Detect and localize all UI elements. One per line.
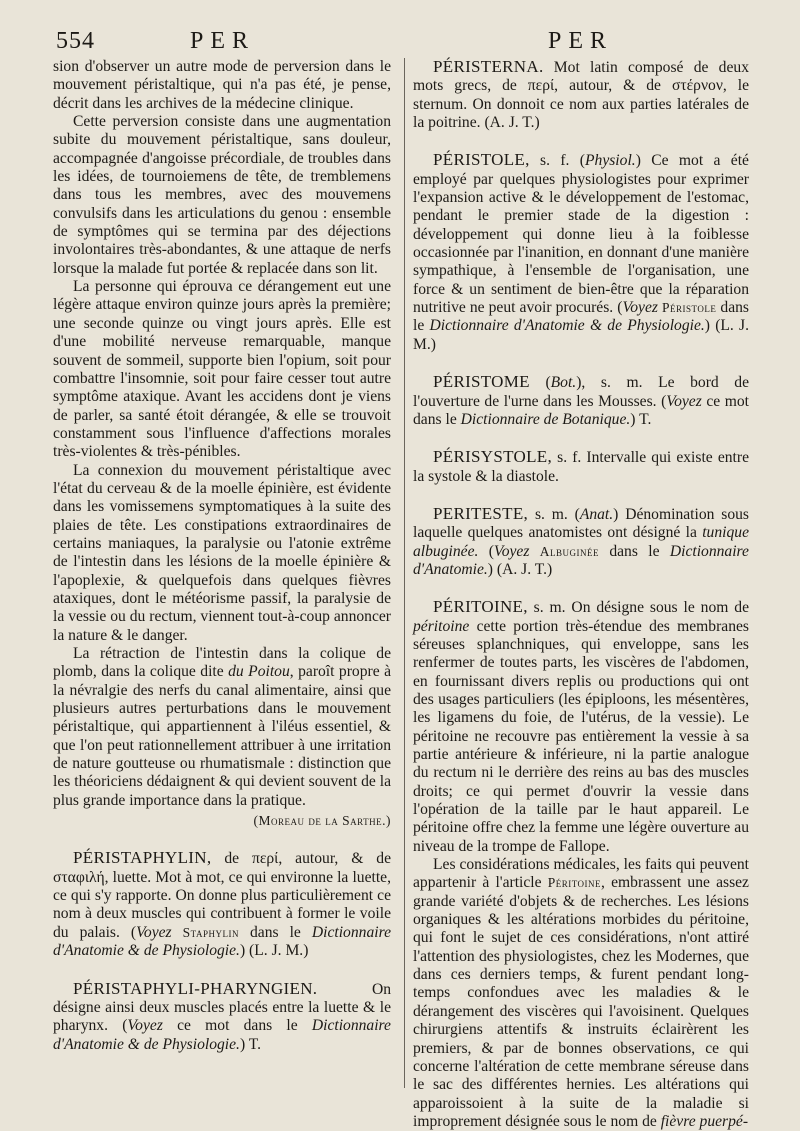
text: ), s. m. Le bord de l'ouverture de l'urne dans les Mousses. ( (413, 374, 749, 410)
abbreviation: Bot. (550, 374, 577, 392)
text: ce mot dans le (177, 1017, 298, 1035)
cross-reference: Staphylin (182, 924, 239, 940)
paragraph: La personne qui éprouva ce dérangement eut une légère attaque environ quinze jours après la première; une seconde quinze ou vingt jours après. Elle est d'une mobilité nerveuse remarquable, manque souvent de sommeil, supporte bien l'opium, soit pour combattre l'insomnie, soit pour faire cesser tout autre symptôme ataxique. Avant les accidens dont je viens de parler, sa santé étoit dérangée, & elle se trouvoit constamment sous l'influence d'affections morales très-violentes & très-pénibles. (53, 278, 391, 461)
headword: PÉRISTAPHYLI-PHARYNGIEN. (73, 978, 318, 998)
text: s. m. On désigne sous le nom de (533, 599, 749, 617)
paragraph: Cette perversion consiste dans une augmentation subite du mouvement péristaltique, sans douleur, accompagnée d'angoisse précordiale, de troubles dans les idées, de tournoiemens de tête, de tremblemens dans tous les membres, avec des mouvemens convulsifs dans les articulations du genou : ensemble de symptômes qui se termina par des déjections involontaires très-abondantes, & une attaque de nerfs lorsque la malade fut portée & replacée dans son lit. (53, 113, 391, 277)
entry-peristerna (413, 58, 749, 132)
paragraph: sion d'observer un autre mode de perversion dans le mouvement péristaltique, qui n'a pas été, je pense, décrit dans les archives de la médecine clinique. (53, 58, 391, 112)
left-column (53, 58, 391, 1054)
text: ( (488, 542, 494, 560)
headword: PÉRISYSTOLE, (433, 447, 552, 467)
text: dans le (609, 542, 660, 560)
italic-text: Voyez (666, 392, 702, 410)
text: s. f. ( (540, 152, 585, 170)
text: On désigne ainsi deux muscles placés entre la luette & le pharynx. ( (53, 980, 391, 1035)
headword: PÉRISTOLE, (433, 150, 530, 170)
text: cette portion très-étendue des membranes séreuses splanchniques, qui enveloppe, sans les renfermer de toutes parts, les viscères de l'abdomen, en fournissant divers replis ou productions qui ont des usages particuliers (les épiploons, les mésentères, les ligamens du foie, de l'utérus, de la vessie). Le péritoine ne recouvre pas entièrement la vessie à sa partie antérieure & inférieure, ni la partie analogue du rectum ni le derrière des reins au bas des muscles droits; ce qui permet d'ouvrir la vessie dans l'opération de la taille par le haut appareil. Le péritoine offre chez la femme une légère ouverture au niveau de la trompe de Fallope. (413, 617, 749, 855)
signature: ) (A. J. T.) (487, 560, 553, 578)
dictionary-title: Dictionnaire de Botanique. (460, 410, 631, 428)
italic-text: Voyez (493, 542, 530, 560)
signature: ) T. (630, 410, 652, 428)
text: de περί, autour, & de σταφιλή, luette. Mot à mot, ce qui environne la luette, ce qui s'y rapporte. On donne plus particulièrement ce nom à deux muscles qui contribuent à former le voile du palais. ( (53, 850, 391, 941)
right-column (413, 58, 749, 1131)
headword: PÉRISTOME (433, 372, 530, 392)
abbreviation: Physiol. (585, 152, 636, 170)
text: Mot latin composé de deux mots grecs, de περί, autour, & de στέρνον, le sternum. On donnoit ce nom aux parties latérales de la poitrine. (A. J. T.) (413, 59, 749, 132)
entry-peristome (413, 373, 749, 429)
entry-peristaphylin (53, 849, 391, 960)
text: ce mot dans le (413, 392, 750, 428)
cross-reference: Albuginée (539, 543, 600, 559)
headword: PÉRISTERNA. (433, 57, 544, 76)
dictionary-title: Dictionnaire d'Anatomie. (413, 542, 749, 578)
text: ( (545, 374, 551, 392)
text: s. f. Intervalle qui existe entre la systole & la diastole. (413, 449, 749, 485)
entry-peristaphyli-pharyngien (53, 980, 391, 1054)
cross-reference: Péristole (662, 300, 717, 316)
text: s. m. ( (534, 505, 580, 523)
signature: ) (L. J. M.) (413, 317, 750, 353)
text: , embrassent une assez grande variété d'objets & de recherches. Les lésions organiques & les altérations morbides du péritoine, qui font le sujet de ces considérations, n'ont attiré l'attention des physiologistes, chez les Modernes, que dans ces derniers temps, & furent pendant long-temps confondues avec les maladies & le dérangement des viscères qui l'avoisinent. Quelques chirurgiens attentifs & instruits éclairèrent les premiers, & par de bonnes observations, ce qui concerne l'altération de cette membrane séreuse dans le sac des différentes hernies. Les altérations qui apparoissoient à la suite de la maladie si improprement désignée sous le nom de (413, 874, 749, 1130)
headword: PÉRISTAPHYLIN, (73, 848, 212, 868)
text: ) Dénomination sous laquelle quelques anatomistes ont désigné la (413, 505, 749, 542)
italic-text: Voyez (136, 923, 172, 941)
italic-text: Voyez (127, 1017, 163, 1035)
cross-reference: Péritoine (547, 875, 602, 891)
text: , paroît propre à la névralgie des nerfs du canal alimentaire, ainsi que plusieurs autres perturbations dans le mouvement péristaltique, qui appartiennent à l'iléus essentiel, & que l'on peut rationnellement attribuer à une irritation de nature goutteuse ou rhumatismale : distinction que les théoriciens dédaignent & qui devient souvent de la plus grande importance dans la pratique. (53, 663, 391, 809)
running-head-left: PER (190, 28, 256, 54)
paragraph: La connexion du mouvement péristaltique avec l'état du cerveau & de la moelle épinière, est évidente dans les vomissemens symptomatiques à la suite des plaies de tête. Les constipations extraordinaires de certains maniaques, la paralysie ou l'atonie extrême de l'intestin dans les lésions de la moelle épinière & l'apoplexie, & quelquefois dans quelques fièvres ataxiques, dont le météorisme passif, la paralysie de la vessie ou du rectum, viennent tout-à-coup annoncer la nature & le danger. (53, 461, 391, 644)
entry-peritoine (413, 598, 749, 856)
entry-peristole (413, 151, 749, 354)
italic-text: du Poitou (228, 663, 290, 681)
page-number: 554 (56, 28, 95, 54)
italic-text: péritoine (413, 617, 470, 635)
dictionary-title: Dictionnaire d'Anatomie & de Physiologie. (53, 923, 391, 960)
signature: ) (L. J. M.) (239, 942, 309, 960)
dictionary-title: Dictionnaire d'Anatomie & de Physiologie. (429, 317, 705, 335)
abbreviation: Anat. (579, 505, 614, 523)
text: ) Ce mot a été employé par quelques physiologistes pour exprimer l'expansion active & le développement de l'estomac, pendant le premier stade de la digestion : développement qui donne lieu à la foiblesse occasionnée par l'inanition, en donnant d'une manière sympathique, à l'ensemble de l'organisation, une force & un sentiment de bien-être que la réparation nutritive ne peut avoir procurés. ( (413, 152, 749, 317)
signature: ) T. (239, 1035, 262, 1053)
entry-periteste (413, 505, 749, 579)
text: dans le (249, 923, 301, 941)
paragraph (53, 645, 391, 810)
text: Les considérations médicales, les faits qui peuvent appartenir à l'article (413, 856, 749, 892)
headword: PÉRITOINE, (433, 597, 528, 617)
italic-text: fièvre puerpé- (660, 1112, 749, 1130)
column-divider (404, 58, 405, 1088)
paragraph (413, 856, 749, 1131)
running-head-right: PER (548, 28, 614, 54)
italic-text: Voyez (622, 299, 658, 317)
dictionary-title: Dictionnaire d'Anatomie & de Physiologie. (53, 1017, 391, 1053)
text: La rétraction de l'intestin dans la colique de plomb, dans la colique dite (53, 645, 391, 681)
author-signature: (Moreau de la Sarthe.) (253, 813, 391, 829)
text: dans le (413, 299, 749, 335)
italic-text: tunique albuginée. (413, 524, 749, 560)
entry-perisystole (413, 448, 749, 486)
headword: PERITESTE, (433, 503, 529, 523)
